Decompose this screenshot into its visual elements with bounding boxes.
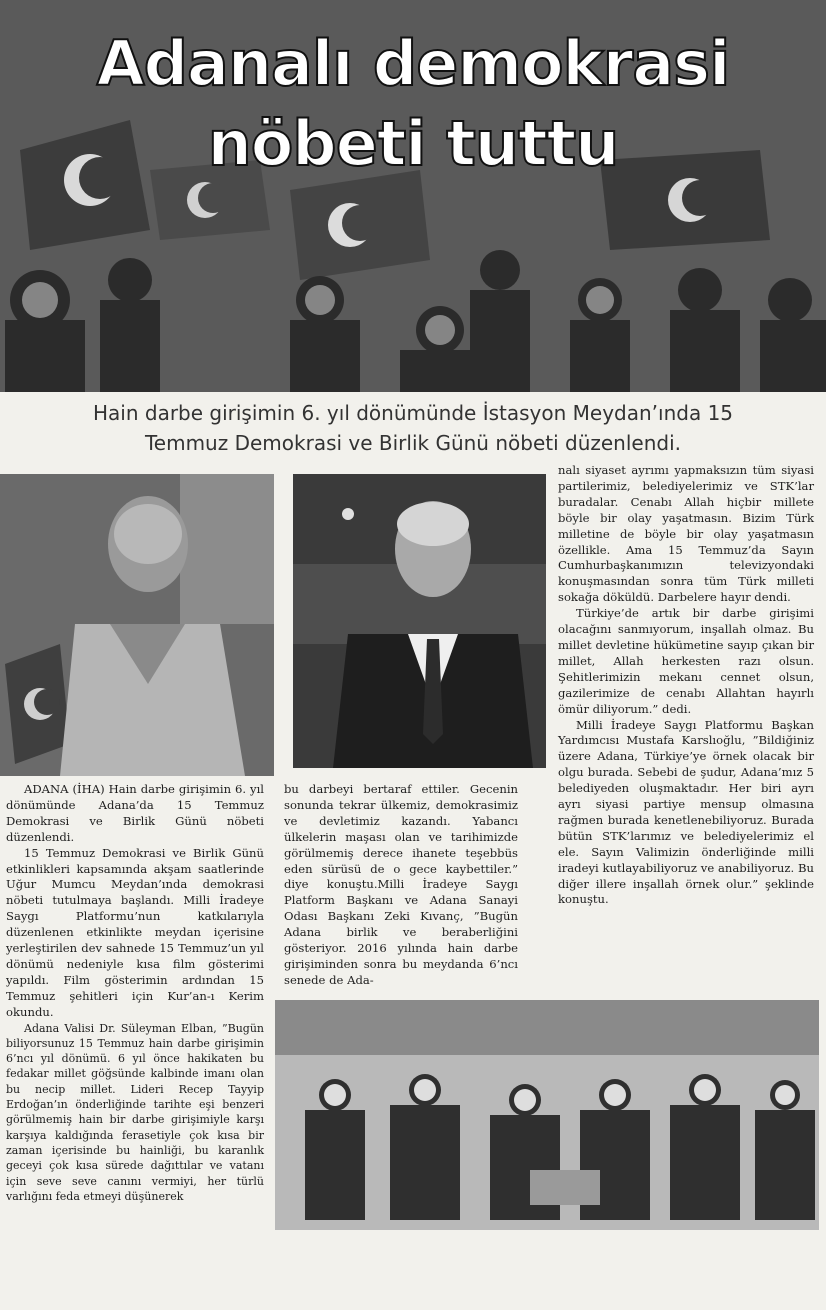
col3-paragraph-1: nalı siyaset ayrımı yapmaksızın tüm siyasi partilerimiz, belediyelerimiz ve STK’lar buradalar. Cenabı Allah hiçbir millete böyle bir olay yaşatmasın. Bizim Türk milletine de böyle bir olay yaşatmasın özellikle. Ama 15 Temmuz’da Sayın Cumhurbaşkanımızın televizyondaki konuşmasından sonra tüm Türk milleti sokağa döküldü. Darbelere hayır dendi. (558, 463, 814, 605)
col1-paragraph-1: ADANA (İHA) Hain darbe girişimin 6. yıl dönümünde Adana’da 15 Temmuz Demokrasi ve Birlik Günü nöbeti düzenlendi. (6, 782, 264, 844)
col1-paragraph-3: Adana Valisi Dr. Süleyman Elban, ”Bugün biliyorsunuz 15 Temmuz hain darbe girişimin 6’ncı yıl dönümü. 6 yıl önce hakikaten bu fedakar millet göğsünde kalbinde imanı olan bu necip millet. Lideri Recep Tayyip Erdoğan’ın önderliğinde tarihte eşi benzeri görülmemiş hain bir darbe girişimiyle karşı karşıya kaldığında ferasetiyle çok kısa bir zaman içerisinde bu hainliği, bu karanlık geceyi çok kısa sürede dağıttılar ve vatanı için seve seve canını vermiyi, her türlü varlığını feda etmeyi düşünerek (6, 1021, 264, 1203)
subtitle-line1: Hain darbe girişimin 6. yıl dönümünde İstasyon Meydan’ında 15 (92, 401, 734, 425)
column-3 (558, 463, 814, 908)
col1-paragraph-2: 15 Temmuz Demokrasi ve Birlik Günü etkinlikleri kapsamında akşam saatlerinde Uğur Mumcu Meydan’ında demokrasi nöbeti tutulmaya başlandı. Milli İradeye Saygı Platformu’nun katkılarıyla düzenlenen etkinlikte meydan içerisine yerleştirilen dev sahnede 15 Temmuz’un yıl dönümü nedeniyle kısa film gösterimi yapıldı. Film gösterimin ardından 15 Temmuz şehitleri için Kur’an-ı Kerim okundu. (6, 845, 264, 1019)
photo-man-suit (293, 474, 546, 768)
col2-paragraph-1: bu darbeyi bertaraf ettiler. Gecenin sonunda tekrar ülkemiz, demokrasimiz ve devletimiz kazandı. Yabancı ülkelerin maşası olan ve tarihimizde görülmemiş derece ihanete teşebbüs eden sürüsü de o gece kaybettiler.” diye konuştu.Milli İradeye Saygı Platform Başkanı ve Adana Sanayi Odası Başkanı Zeki Kıvanç, ”Bugün Adana birlik ve beraberliğini gösteriyor. 2016 yılında hain darbe girişiminden sonra bu meydanda 6’ncı senede de Ada- (284, 782, 518, 987)
headline-line2: nöbeti tuttu (207, 107, 619, 180)
photo-man-shirt (0, 474, 274, 776)
column-2 (284, 782, 518, 989)
photo-audience-bottom (275, 1000, 819, 1230)
column-1 (6, 782, 264, 1204)
col3-paragraph-2: Türkiye’de artık bir darbe girişimi olacağını sanmıyorum, inşallah olmaz. Bu millet devletine hükümetine sayıp çıkan bir millet, Allah herkesten razı olsun. Şehitlerimizin mekanı cennet olsun, gazilerimize de cenabı Allahtan hayırlı ömür diliyorum.” dedi. (558, 606, 814, 716)
headline-line1: Adanalı demokrasi (96, 27, 730, 100)
subtitle-line2: Temmuz Demokrasi ve Birlik Günü nöbeti düzenlendi. (144, 431, 682, 455)
col3-paragraph-3: Milli İradeye Saygı Platformu Başkan Yardımcısı Mustafa Karslıoğlu, ”Bildiğiniz üzere Adana, Türkiye’ye örnek olacak bir olgu burada. Sebebi de şudur, Adana’mız 5 belediyeden oluşmaktadır. Her biri ayrı ayrı siyasi partiye mensup olmasına rağmen burada kenetlenebiliyoruz. Burada bütün STK’larımız ve belediyelerimiz el ele. Sayın Valimizin önderliğinde milli iradeyi kutlayabiliyoruz ve anabiliyoruz. Bu diğer illere inşallah örnek olur.” şeklinde konuştu. (558, 717, 814, 907)
